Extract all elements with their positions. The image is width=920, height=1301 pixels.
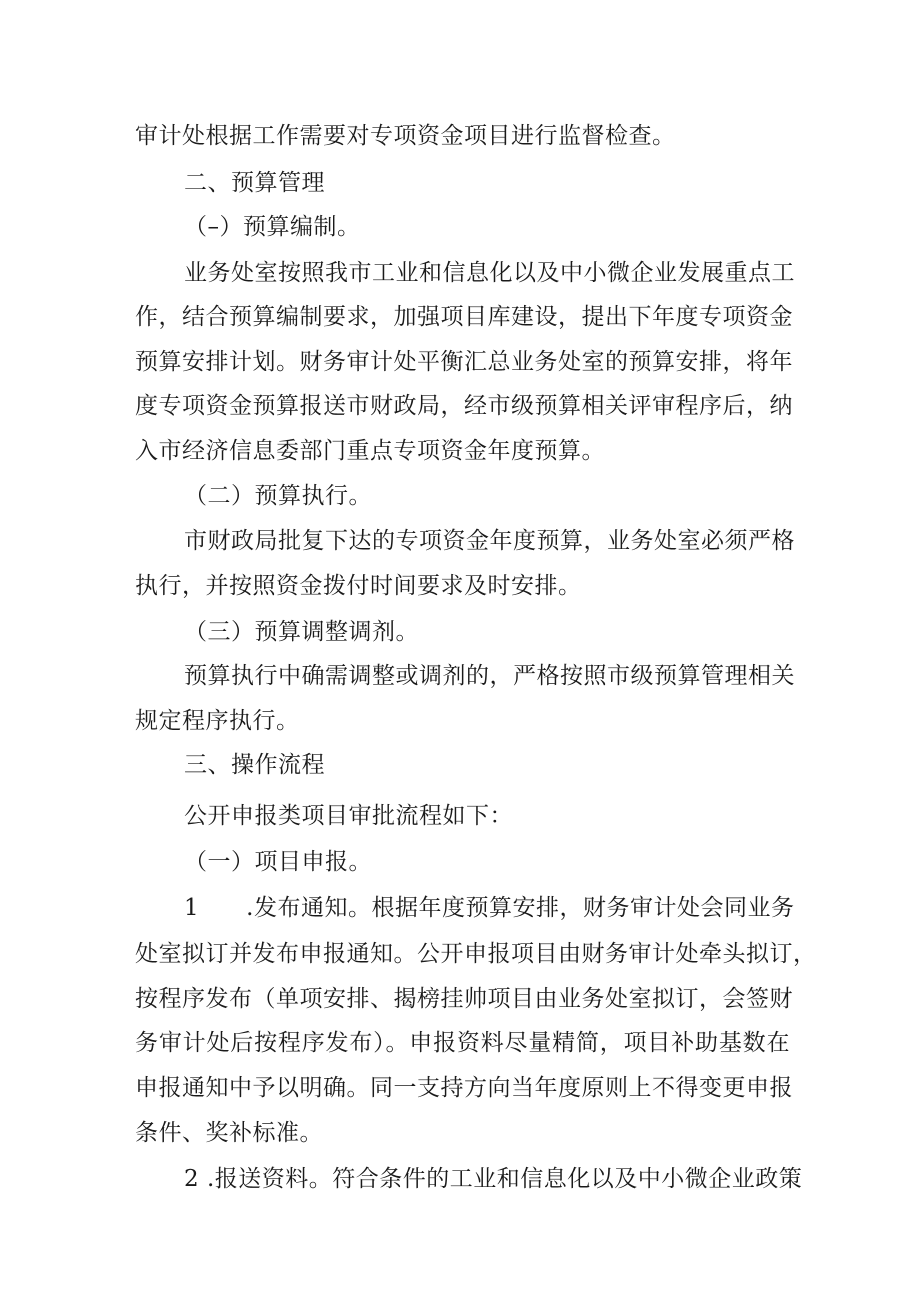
subsection-heading-budget-execution: （二）预算执行。 [184, 483, 372, 509]
paragraph-line: 1 .发布通知。根据年度预算安排，财务审计处会同业务 [184, 895, 795, 921]
subsection-heading-budget-adjustment: （三）预算调整调剂。 [184, 619, 419, 645]
paragraph-line: 作，结合预算编制要求，加强项目库建设，提出下年度专项资金 [135, 304, 793, 330]
paragraph-line: 业务处室按照我市工业和信息化以及中小微企业发展重点工 [184, 260, 795, 286]
paragraph-line: 2 .报送资料。符合条件的工业和信息化以及中小微企业政策 [184, 1166, 803, 1192]
paragraph-line: 执行，并按照资金拨付时间要求及时安排。 [135, 573, 582, 599]
paragraph-line: 预算执行中确需调整或调剂的，严格按照市级预算管理相关 [184, 663, 795, 689]
paragraph-line: 条件、奖补标准。 [135, 1120, 323, 1146]
subsection-heading-project-application: （一）项目申报。 [184, 849, 372, 875]
paragraph-line: 规定程序执行。 [135, 708, 300, 734]
paragraph-line: 入市经济信息委部门重点专项资金年度预算。 [135, 438, 605, 464]
paragraph-line: 市财政局批复下达的专项资金年度预算，业务处室必须严格 [184, 528, 795, 554]
paragraph-line: 审计处根据工作需要对专项资金项目进行监督检查。 [135, 123, 676, 149]
paragraph-line: 按程序发布（单项安排、揭榜挂帅项目由业务处室拟订，会签财 [135, 986, 793, 1012]
subsection-heading-budget-preparation: （–）预算编制。 [184, 214, 361, 240]
paragraph-line: 度专项资金预算报送市财政局，经市级预算相关评审程序后，纳 [135, 393, 793, 419]
paragraph-line: 务审计处后按程序发布）。申报资料尽量精简，项目补助基数在 [135, 1030, 790, 1056]
paragraph-line: 预算安排计划。财务审计处平衡汇总业务处室的预算安排，将年 [135, 349, 793, 375]
section-heading-operation-process: 三、操作流程 [184, 752, 325, 778]
section-heading-budget-management: 二、预算管理 [184, 170, 325, 196]
paragraph-line: 申报通知中予以明确。同一支持方向当年度原则上不得变更申报 [135, 1075, 793, 1101]
paragraph-line: 处室拟订并发布申报通知。公开申报项目由财务审计处牵头拟订， [135, 941, 817, 967]
paragraph-line: 公开申报类项目审批流程如下： [184, 803, 513, 829]
